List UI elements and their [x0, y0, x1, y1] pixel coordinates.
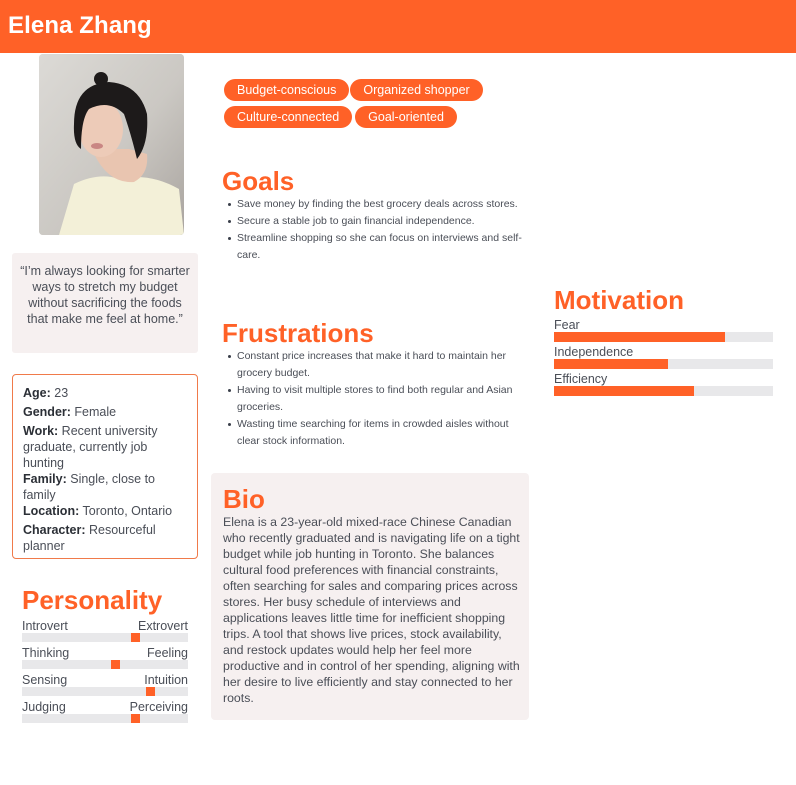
motivation-bar-fill: [554, 359, 668, 369]
goal-item: Secure a stable job to gain financial independence.: [222, 213, 522, 230]
trait-right-label: Intuition: [144, 673, 188, 687]
info-age: Age: 23: [23, 386, 69, 400]
goals-list: [222, 196, 522, 264]
header-bar: [0, 0, 796, 53]
motivation-label: Independence: [554, 345, 634, 359]
info-gender: Gender: Female: [23, 405, 117, 419]
persona-name: Elena Zhang: [8, 12, 152, 39]
trait-right-label: Perceiving: [129, 700, 188, 714]
motivation-bar-fill: [554, 332, 725, 342]
trait-introvert-extrovert: [22, 619, 188, 642]
trait-slider-track: [22, 660, 188, 669]
bio-text: Elena is a 23-year-old mixed-race Chinese Canadian who recently graduated and is navigating life on a tight budget while job hunting in Toronto. She balances cultural food preferences with financial constraints, often searching for sales and comparing prices across stores. Her busy schedule of interviews and applications leaves little time for inefficient shopping trips. A tool that shows live prices, stock availability, and restock updates would help her feel more productive and in control of her spending, aligning with her desire to live efficiently and stay connected to her roots.: [223, 515, 520, 705]
motivation-bar-track: [554, 386, 773, 396]
portrait-image: [39, 54, 184, 235]
goals-title: Goals: [222, 166, 295, 196]
frustration-item: Wasting time searching for items in crowded aisles without clear stock information.: [222, 416, 522, 450]
personality-section: [22, 585, 188, 723]
trait-judging-perceiving: [22, 700, 188, 723]
trait-marker: [146, 687, 155, 696]
trait-slider-track: [22, 633, 188, 642]
motivation-independence: [554, 345, 773, 369]
motivation-label: Efficiency: [554, 372, 608, 386]
trait-sensing-intuition: [22, 673, 188, 696]
info-work: Work: Recent university graduate, currently job hunting: [23, 424, 158, 470]
info-character: Character: Resourceful planner: [23, 523, 156, 553]
motivation-fear: [554, 318, 773, 342]
goals-section: [222, 166, 522, 264]
goal-item: Save money by finding the best grocery deals across stores.: [222, 196, 522, 213]
frustrations-section: [222, 318, 522, 450]
trait-left-label: Judging: [22, 700, 66, 714]
motivation-bar-track: [554, 332, 773, 342]
motivation-bar-track: [554, 359, 773, 369]
trait-tags: [224, 79, 514, 133]
bio-title: Bio: [223, 484, 265, 514]
motivation-bar-fill: [554, 386, 694, 396]
frustrations-list: [222, 348, 522, 450]
tag-budget-conscious: Budget-conscious: [224, 79, 349, 101]
tag-organized-shopper: Organized shopper: [350, 79, 482, 101]
tag-goal-oriented: Goal-oriented: [355, 106, 457, 128]
goal-item: Streamline shopping so she can focus on interviews and self-care.: [222, 230, 522, 264]
trait-left-label: Introvert: [22, 619, 68, 633]
trait-thinking-feeling: [22, 646, 188, 669]
personality-title: Personality: [22, 585, 163, 615]
trait-left-label: Thinking: [22, 646, 70, 660]
trait-right-label: Feeling: [147, 646, 188, 660]
persona-quote: “I’m always looking for smarter ways to stretch my budget without sacrificing the foods that make me feel at home.”: [12, 253, 198, 353]
bio-section: [211, 473, 529, 720]
trait-right-label: Extrovert: [137, 619, 188, 633]
motivation-efficiency: [554, 372, 773, 396]
motivation-title: Motivation: [554, 285, 684, 315]
frustration-item: Constant price increases that make it hard to maintain her grocery budget.: [222, 348, 522, 382]
info-location: Location: Toronto, Ontario: [23, 504, 173, 518]
motivation-section: [554, 285, 773, 396]
trait-slider-track: [22, 714, 188, 723]
trait-marker: [111, 660, 120, 669]
frustration-item: Having to visit multiple stores to find both regular and Asian groceries.: [222, 382, 522, 416]
trait-marker: [131, 714, 140, 723]
trait-marker: [131, 633, 140, 642]
tag-culture-connected: Culture-connected: [224, 106, 352, 128]
demographics-card: [12, 374, 198, 559]
trait-left-label: Sensing: [22, 673, 68, 687]
info-family: Family: Single, close to family: [23, 472, 156, 502]
trait-slider-track: [22, 687, 188, 696]
frustrations-title: Frustrations: [222, 318, 374, 348]
motivation-label: Fear: [554, 318, 580, 332]
persona-photo: [39, 54, 184, 235]
